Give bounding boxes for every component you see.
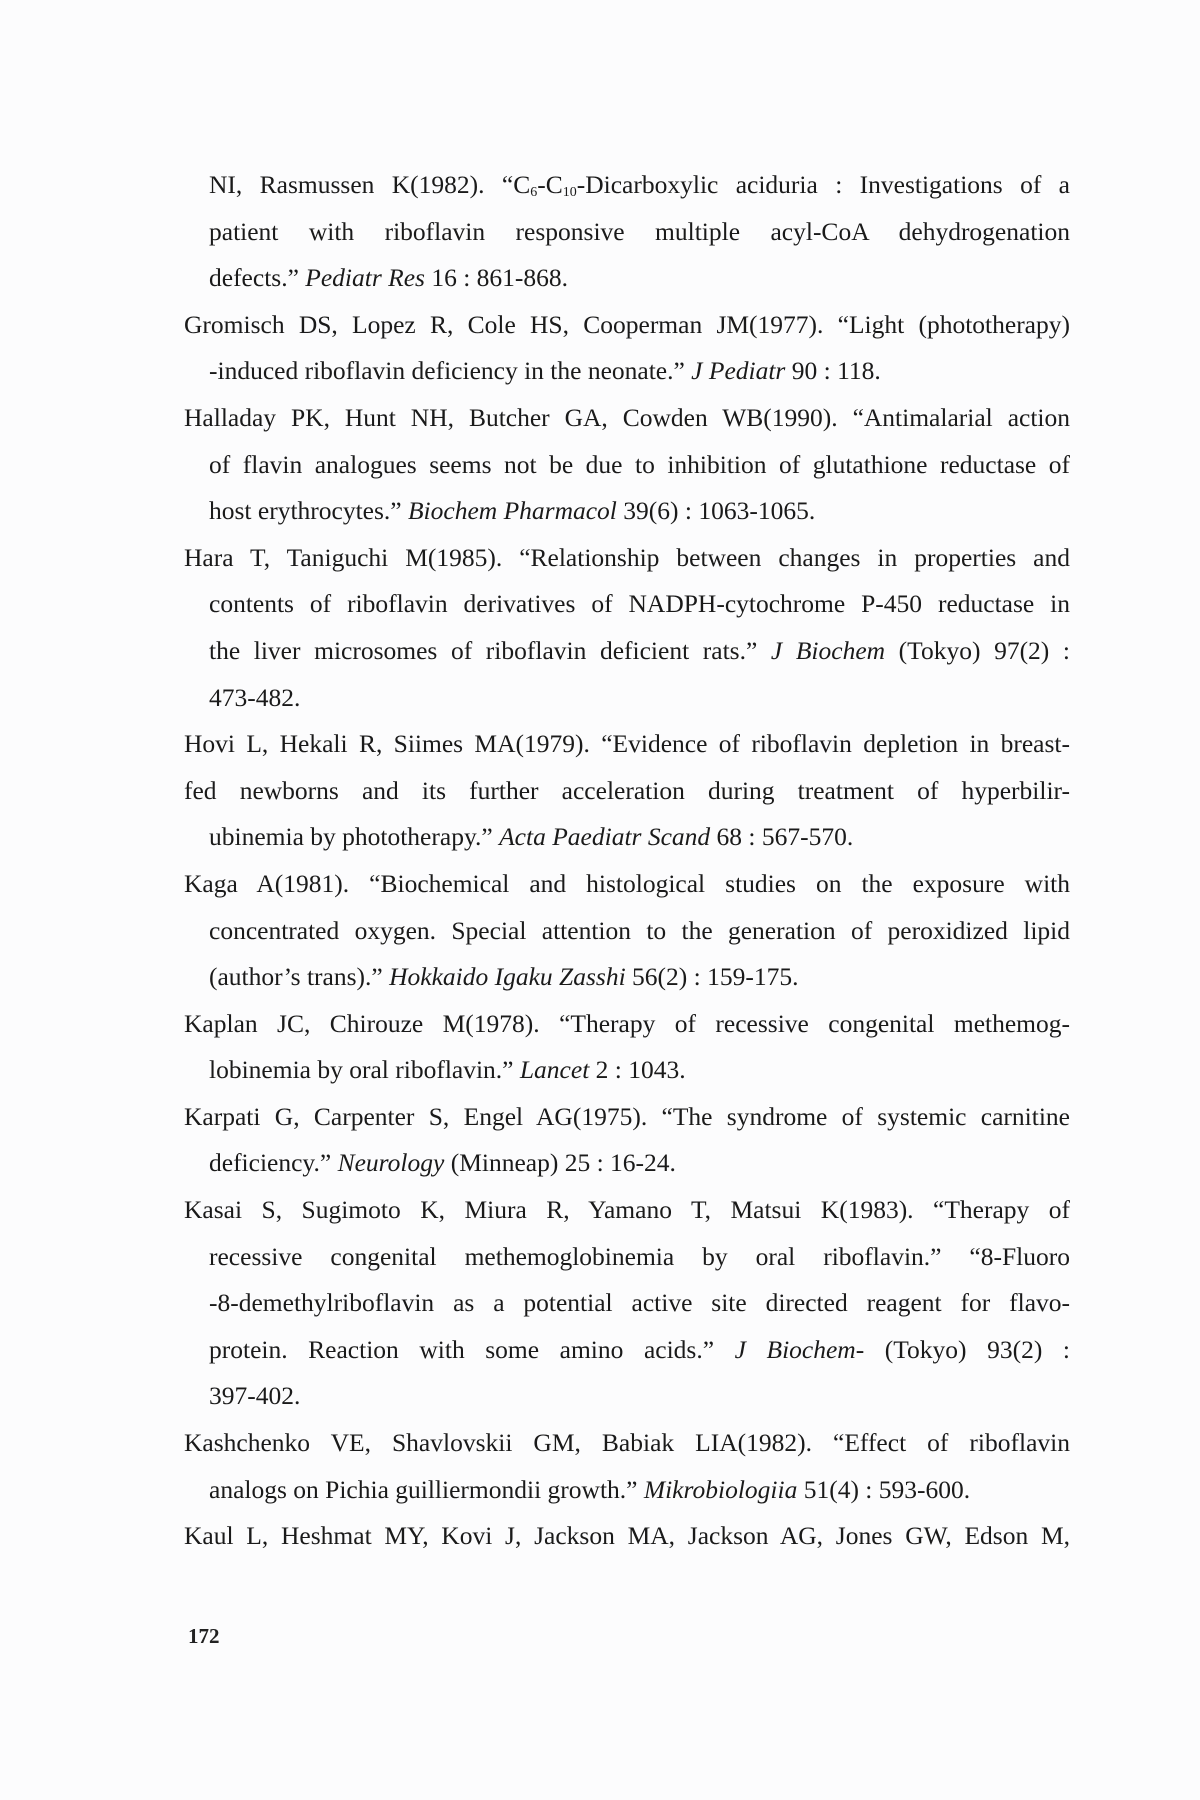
reference-text: Kashchenko VE, Shavlovskii GM, Babiak LIA(1982). “Effect of riboflavin (184, 1428, 1070, 1458)
page-number: 172 (188, 1624, 220, 1648)
reference-line (184, 721, 1070, 768)
reference-entry (184, 1094, 1070, 1187)
reference-text: (Minneap) 25 : 16-24. (444, 1148, 676, 1178)
reference-text: host erythrocytes.” (209, 496, 408, 526)
reference-line (209, 954, 1070, 1001)
reference-line (209, 1234, 1070, 1281)
journal-title: J Biochem- (734, 1334, 865, 1364)
reference-text: patient with riboflavin responsive multiple acyl-CoA dehydrogenation (209, 216, 1070, 246)
reference-text: Kasai S, Sugimoto K, Miura R, Yamano T, Matsui K(1983). “Therapy of (184, 1195, 1070, 1225)
reference-entry (184, 395, 1070, 535)
reference-text: 473-482. (209, 682, 301, 712)
reference-line (209, 348, 1070, 395)
reference-text: Kaga A(1981). “Biochemical and histological studies on the exposure with (184, 868, 1070, 898)
reference-entry (184, 302, 1070, 395)
journal-title: Mikrobiologiia (643, 1474, 798, 1504)
reference-text: of flavin analogues seems not be due to inhibition of glutathione reductase of (209, 449, 1070, 479)
reference-text: 2 : 1043. (589, 1055, 686, 1085)
reference-text: -8-demethylriboflavin as a potential active site directed reagent for flavo- (209, 1288, 1070, 1318)
reference-text: 68 : 567-570. (710, 822, 854, 852)
reference-text: Gromisch DS, Lopez R, Cole HS, Cooperman JM(1977). “Light (phototherapy) (184, 309, 1070, 339)
reference-text: 16 : 861-868. (424, 263, 569, 293)
reference-line (209, 581, 1070, 628)
reference-text: -Dicarboxylic aciduria : Investigations of a (576, 170, 1070, 199)
reference-text: concentrated oxygen. Special attention to the generation of peroxidized lipid (209, 915, 1070, 945)
reference-text: Hovi L, Hekali R, Siimes MA(1979). “Evidence of riboflavin depletion in breast- (184, 729, 1070, 759)
reference-list (184, 162, 1070, 1560)
reference-text: 90 : 118. (785, 356, 881, 386)
reference-text: recessive congenital methemoglobinemia by oral riboflavin.” “8-Fluoro (209, 1241, 1070, 1271)
reference-line (209, 442, 1070, 489)
reference-text: 397-402. (209, 1381, 301, 1411)
reference-text: fed newborns and its further acceleration during treatment of hyperbilir- (184, 775, 1070, 805)
reference-line (209, 209, 1070, 256)
journal-title: J Pediatr (691, 356, 786, 386)
reference-line (184, 535, 1070, 582)
reference-line (209, 1467, 1070, 1514)
reference-line (184, 1187, 1070, 1234)
reference-text: protein. Reaction with some amino acids.” (209, 1334, 735, 1364)
reference-text: Kaul L, Heshmat MY, Kovi J, Jackson MA, Jackson AG, Jones GW, Edson M, (184, 1521, 1070, 1551)
reference-entry (184, 1513, 1070, 1560)
reference-text: Kaplan JC, Chirouze M(1978). “Therapy of recessive congenital methemog- (184, 1008, 1070, 1038)
reference-line (184, 1513, 1070, 1560)
reference-line (209, 628, 1070, 675)
reference-line (184, 395, 1070, 442)
reference-entry (184, 721, 1070, 861)
journal-title: Biochem Pharmacol (407, 496, 617, 526)
reference-text: contents of riboflavin derivatives of NADPH-cytochrome P-450 reductase in (209, 589, 1070, 619)
reference-text: Hara T, Taniguchi M(1985). “Relationship between changes in properties and (184, 542, 1070, 572)
reference-entry (184, 1420, 1070, 1513)
subscript: 10 (562, 185, 577, 200)
reference-line (184, 1001, 1070, 1048)
reference-text: (Tokyo) 97(2) : (885, 635, 1070, 665)
journal-title: Hokkaido Igaku Zasshi (389, 962, 626, 992)
reference-text: Halladay PK, Hunt NH, Butcher GA, Cowden WB(1990). “Antimalarial action (184, 402, 1070, 432)
reference-text: NI, Rasmussen K(1982). “C (209, 170, 531, 199)
reference-text: 56(2) : 159-175. (625, 962, 799, 992)
journal-title: Acta Paediatr Scand (499, 822, 711, 852)
reference-line (209, 908, 1070, 955)
reference-text: 51(4) : 593-600. (797, 1474, 971, 1504)
reference-entry (184, 535, 1070, 721)
reference-text: deficiency.” (209, 1148, 338, 1178)
reference-entry (184, 162, 1070, 302)
reference-line (209, 162, 1070, 209)
reference-line (184, 1094, 1070, 1141)
reference-text: (Tokyo) 93(2) : (864, 1334, 1070, 1364)
reference-entry (184, 861, 1070, 1001)
reference-line (209, 1280, 1070, 1327)
reference-line (209, 1327, 1070, 1374)
reference-text: lobinemia by oral riboflavin.” (209, 1055, 520, 1085)
reference-text: -C (537, 170, 563, 199)
journal-title: Pediatr Res (305, 263, 425, 293)
reference-entry (184, 1001, 1070, 1094)
reference-line (209, 488, 1070, 535)
reference-text: -induced riboflavin deficiency in the neonate.” (209, 356, 692, 386)
reference-text: ubinemia by phototherapy.” (209, 822, 500, 852)
journal-title: Lancet (519, 1055, 590, 1085)
reference-line (209, 675, 1070, 722)
reference-line (209, 1047, 1070, 1094)
reference-line (184, 302, 1070, 349)
reference-text: Karpati G, Carpenter S, Engel AG(1975). “The syndrome of systemic carnitine (184, 1101, 1070, 1131)
reference-line (184, 861, 1070, 908)
reference-line (209, 1373, 1070, 1420)
reference-line (209, 255, 1070, 302)
reference-text: analogs on Pichia guilliermondii growth.” (209, 1474, 644, 1504)
journal-title: Neurology (337, 1148, 445, 1178)
subscript: 6 (530, 185, 538, 200)
reference-text: 39(6) : 1063-1065. (616, 496, 816, 526)
journal-title: J Biochem (770, 635, 886, 665)
reference-text: defects.” (209, 263, 306, 293)
reference-text: (author’s trans).” (209, 962, 390, 992)
reference-line (209, 814, 1070, 861)
reference-line (184, 1420, 1070, 1467)
reference-entry (184, 1187, 1070, 1420)
reference-text: the liver microsomes of riboflavin deficient rats.” (209, 635, 771, 665)
reference-line (184, 768, 1070, 815)
reference-line (209, 1140, 1070, 1187)
